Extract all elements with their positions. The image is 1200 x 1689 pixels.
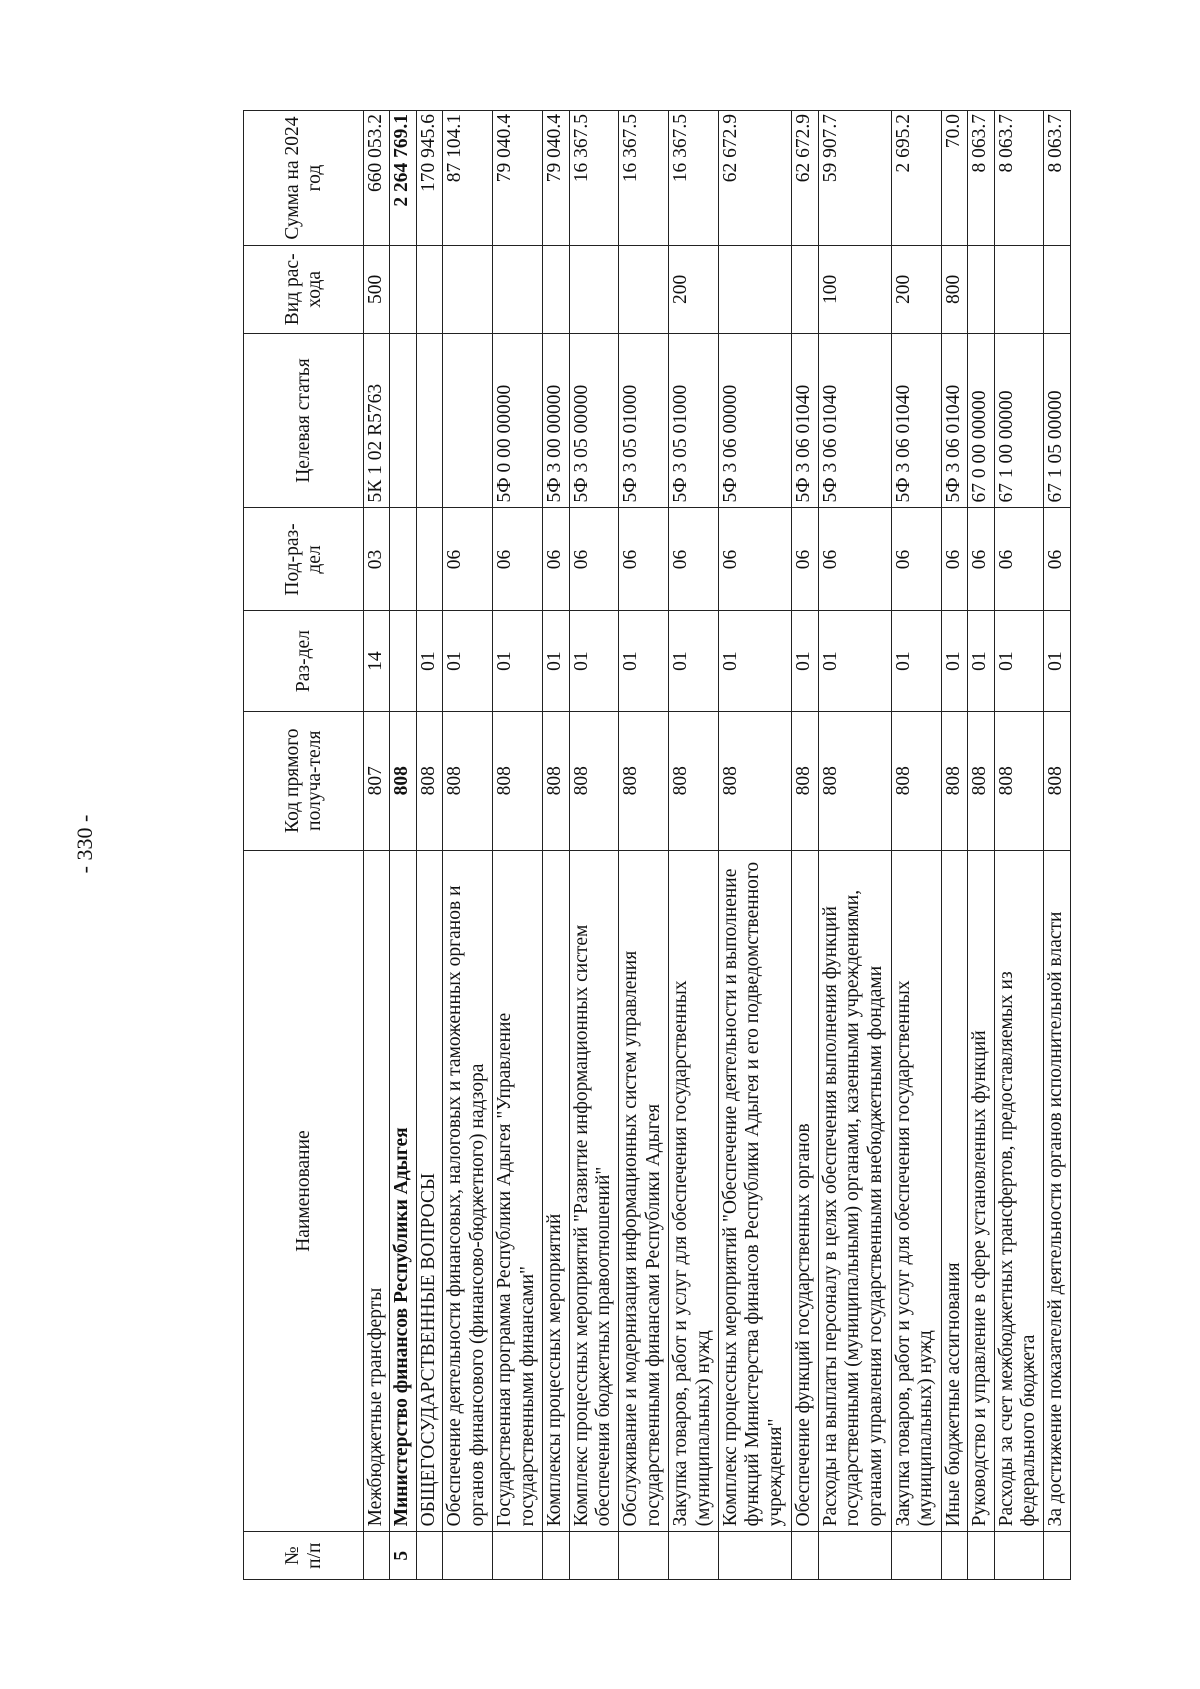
cell-subsection: 06 (619, 508, 669, 611)
cell-recipient: 808 (619, 711, 669, 850)
cell-target: 5Ф 3 06 01040 (941, 333, 967, 508)
cell-num (416, 1532, 442, 1580)
cell-name: Министерство финансов Республики Адыгея (390, 850, 416, 1532)
cell-expense: 800 (941, 246, 967, 333)
cell-amount: 2 695.2 (891, 111, 941, 246)
cell-target: 5Ф 3 05 01000 (669, 333, 719, 508)
cell-subsection: 06 (1044, 508, 1071, 611)
cell-section: 01 (818, 611, 891, 711)
cell-amount: 62 672.9 (792, 111, 818, 246)
cell-expense (416, 246, 442, 333)
cell-amount: 8 063.7 (994, 111, 1044, 246)
cell-num (792, 1532, 818, 1580)
cell-subsection: 06 (941, 508, 967, 611)
table-row (941, 111, 967, 1580)
cell-num (1044, 1532, 1071, 1580)
cell-target (443, 333, 493, 508)
cell-num (493, 1532, 543, 1580)
cell-target (416, 333, 442, 508)
cell-recipient: 808 (569, 711, 619, 850)
cell-subsection: 03 (364, 508, 390, 611)
cell-recipient: 808 (390, 711, 416, 850)
table-row (968, 111, 994, 1580)
cell-name: Обеспечение функций государственных органов (792, 850, 818, 1532)
cell-section: 01 (569, 611, 619, 711)
cell-expense (390, 246, 416, 333)
header-num: № п/п (244, 1532, 364, 1580)
cell-expense (543, 246, 569, 333)
cell-subsection: 06 (719, 508, 792, 611)
cell-recipient: 808 (543, 711, 569, 850)
cell-recipient: 808 (443, 711, 493, 850)
cell-recipient: 808 (968, 711, 994, 850)
cell-num (968, 1532, 994, 1580)
cell-target (390, 333, 416, 508)
cell-expense (493, 246, 543, 333)
cell-section: 14 (364, 611, 390, 711)
header-amount: Сумма на 2024 год (244, 111, 364, 246)
cell-expense: 200 (891, 246, 941, 333)
cell-expense: 500 (364, 246, 390, 333)
cell-name: Закупка товаров, работ и услуг для обеспечения государственных (муниципальных) нужд (891, 850, 941, 1532)
cell-expense (619, 246, 669, 333)
cell-amount: 62 672.9 (719, 111, 792, 246)
table-row (443, 111, 493, 1580)
table-row (792, 111, 818, 1580)
cell-name: Государственная программа Республики Адыгея "Управление государственными финансами" (493, 850, 543, 1532)
cell-subsection: 06 (493, 508, 543, 611)
cell-amount: 79 040.4 (493, 111, 543, 246)
cell-name: Комплекс процессных мероприятий "Обеспечение деятельности и выполнение функций Министерства финансов Республики Адыгея и его подведомственного учреждения" (719, 850, 792, 1532)
cell-target: 5Ф 3 00 00000 (543, 333, 569, 508)
table-row (1044, 111, 1071, 1580)
cell-name: Комплекс процессных мероприятий "Развитие информационных систем обеспечения бюджетных правоотношений" (569, 850, 619, 1532)
cell-num (443, 1532, 493, 1580)
cell-section: 01 (543, 611, 569, 711)
header-recipient: Код прямого получа-теля (244, 711, 364, 850)
table-header-row (244, 111, 364, 1580)
cell-num (669, 1532, 719, 1580)
cell-target: 5Ф 3 05 01000 (619, 333, 669, 508)
header-subsection: Под-раз-дел (244, 508, 364, 611)
cell-expense: 200 (669, 246, 719, 333)
table-row (669, 111, 719, 1580)
cell-subsection: 06 (443, 508, 493, 611)
header-name: Наименование (244, 850, 364, 1532)
cell-subsection: 06 (543, 508, 569, 611)
cell-amount: 8 063.7 (968, 111, 994, 246)
cell-subsection: 06 (669, 508, 719, 611)
cell-recipient: 808 (493, 711, 543, 850)
table-row (390, 111, 416, 1580)
cell-recipient: 808 (941, 711, 967, 850)
header-target: Целевая статья (244, 333, 364, 508)
cell-recipient: 808 (416, 711, 442, 850)
cell-num (619, 1532, 669, 1580)
cell-num (891, 1532, 941, 1580)
table-row (493, 111, 543, 1580)
cell-name: Комплексы процессных мероприятий (543, 850, 569, 1532)
cell-section: 01 (719, 611, 792, 711)
cell-expense (1044, 246, 1071, 333)
cell-recipient: 808 (1044, 711, 1071, 850)
cell-section: 01 (891, 611, 941, 711)
cell-amount: 79 040.4 (543, 111, 569, 246)
table-row (818, 111, 891, 1580)
cell-num (994, 1532, 1044, 1580)
cell-section: 01 (493, 611, 543, 711)
cell-name: Расходы на выплаты персоналу в целях обеспечения выполнения функций государственными (муниципальными) органами, казенными учреждениями, органами управления государственными внебюджетными фондами (818, 850, 891, 1532)
cell-amount: 16 367.5 (669, 111, 719, 246)
cell-name: Обслуживание и модернизация информационных систем управления государственными финансами Республики Адыгея (619, 850, 669, 1532)
cell-name: Иные бюджетные ассигнования (941, 850, 967, 1532)
cell-section: 01 (443, 611, 493, 711)
cell-target: 67 1 00 00000 (994, 333, 1044, 508)
cell-expense (994, 246, 1044, 333)
cell-num (941, 1532, 967, 1580)
header-section: Раз-дел (244, 611, 364, 711)
cell-expense (792, 246, 818, 333)
cell-subsection: 06 (818, 508, 891, 611)
cell-subsection: 06 (792, 508, 818, 611)
cell-subsection: 06 (891, 508, 941, 611)
cell-name: Руководство и управление в сфере установленных функций (968, 850, 994, 1532)
cell-subsection: 06 (569, 508, 619, 611)
cell-subsection (416, 508, 442, 611)
cell-name: Межбюджетные трансферты (364, 850, 390, 1532)
cell-target: 5Ф 3 06 01040 (818, 333, 891, 508)
cell-recipient: 808 (994, 711, 1044, 850)
cell-name: За достижение показателей деятельности органов исполнительной власти (1044, 850, 1071, 1532)
cell-amount: 660 053.2 (364, 111, 390, 246)
cell-target: 5Ф 3 06 00000 (719, 333, 792, 508)
cell-name: Закупка товаров, работ и услуг для обеспечения государственных (муниципальных) нужд (669, 850, 719, 1532)
header-expense: Вид рас-хода (244, 246, 364, 333)
table-row (416, 111, 442, 1580)
table-row (719, 111, 792, 1580)
budget-table (243, 110, 1071, 1580)
rotated-table-wrapper (243, 110, 1071, 1580)
cell-section: 01 (416, 611, 442, 711)
cell-section: 01 (941, 611, 967, 711)
cell-num (543, 1532, 569, 1580)
cell-num (569, 1532, 619, 1580)
cell-section: 01 (994, 611, 1044, 711)
cell-section: 01 (792, 611, 818, 711)
cell-recipient: 808 (792, 711, 818, 850)
cell-amount: 59 907.7 (818, 111, 891, 246)
cell-amount: 70.0 (941, 111, 967, 246)
table-row (619, 111, 669, 1580)
cell-expense (719, 246, 792, 333)
cell-section: 01 (968, 611, 994, 711)
cell-expense: 100 (818, 246, 891, 333)
table-row (994, 111, 1044, 1580)
cell-amount: 8 063.7 (1044, 111, 1071, 246)
table-row (569, 111, 619, 1580)
cell-name: ОБЩЕГОСУДАРСТВЕННЫЕ ВОПРОСЫ (416, 850, 442, 1532)
cell-recipient: 808 (891, 711, 941, 850)
cell-section: 01 (1044, 611, 1071, 711)
cell-recipient: 808 (719, 711, 792, 850)
cell-recipient: 808 (669, 711, 719, 850)
table-row (364, 111, 390, 1580)
cell-name: Обеспечение деятельности финансовых, налоговых и таможенных органов и органов финансового (финансово-бюджетного) надзора (443, 850, 493, 1532)
cell-target: 5Ф 0 00 00000 (493, 333, 543, 508)
cell-target: 5Ф 3 06 01040 (792, 333, 818, 508)
cell-target: 67 0 00 00000 (968, 333, 994, 508)
cell-num: 5 (390, 1532, 416, 1580)
table-row (891, 111, 941, 1580)
cell-target: 5Ф 3 05 00000 (569, 333, 619, 508)
cell-recipient: 808 (818, 711, 891, 850)
cell-amount: 16 367.5 (619, 111, 669, 246)
cell-num (719, 1532, 792, 1580)
cell-num (364, 1532, 390, 1580)
cell-subsection (390, 508, 416, 611)
cell-amount: 2 264 769.1 (390, 111, 416, 246)
page-number: - 330 - (72, 814, 97, 874)
cell-section (390, 611, 416, 711)
cell-expense (968, 246, 994, 333)
cell-target: 67 1 05 00000 (1044, 333, 1071, 508)
cell-num (818, 1532, 891, 1580)
cell-recipient: 807 (364, 711, 390, 850)
cell-name: Расходы за счет межбюджетных трансфертов, предоставляемых из федерального бюджета (994, 850, 1044, 1532)
table-row (543, 111, 569, 1580)
cell-amount: 170 945.6 (416, 111, 442, 246)
cell-expense (443, 246, 493, 333)
cell-target: 5Ф 3 06 01040 (891, 333, 941, 508)
cell-target: 5К 1 02 R5763 (364, 333, 390, 508)
cell-expense (569, 246, 619, 333)
cell-amount: 87 104.1 (443, 111, 493, 246)
cell-section: 01 (619, 611, 669, 711)
cell-section: 01 (669, 611, 719, 711)
cell-amount: 16 367.5 (569, 111, 619, 246)
cell-subsection: 06 (994, 508, 1044, 611)
cell-subsection: 06 (968, 508, 994, 611)
